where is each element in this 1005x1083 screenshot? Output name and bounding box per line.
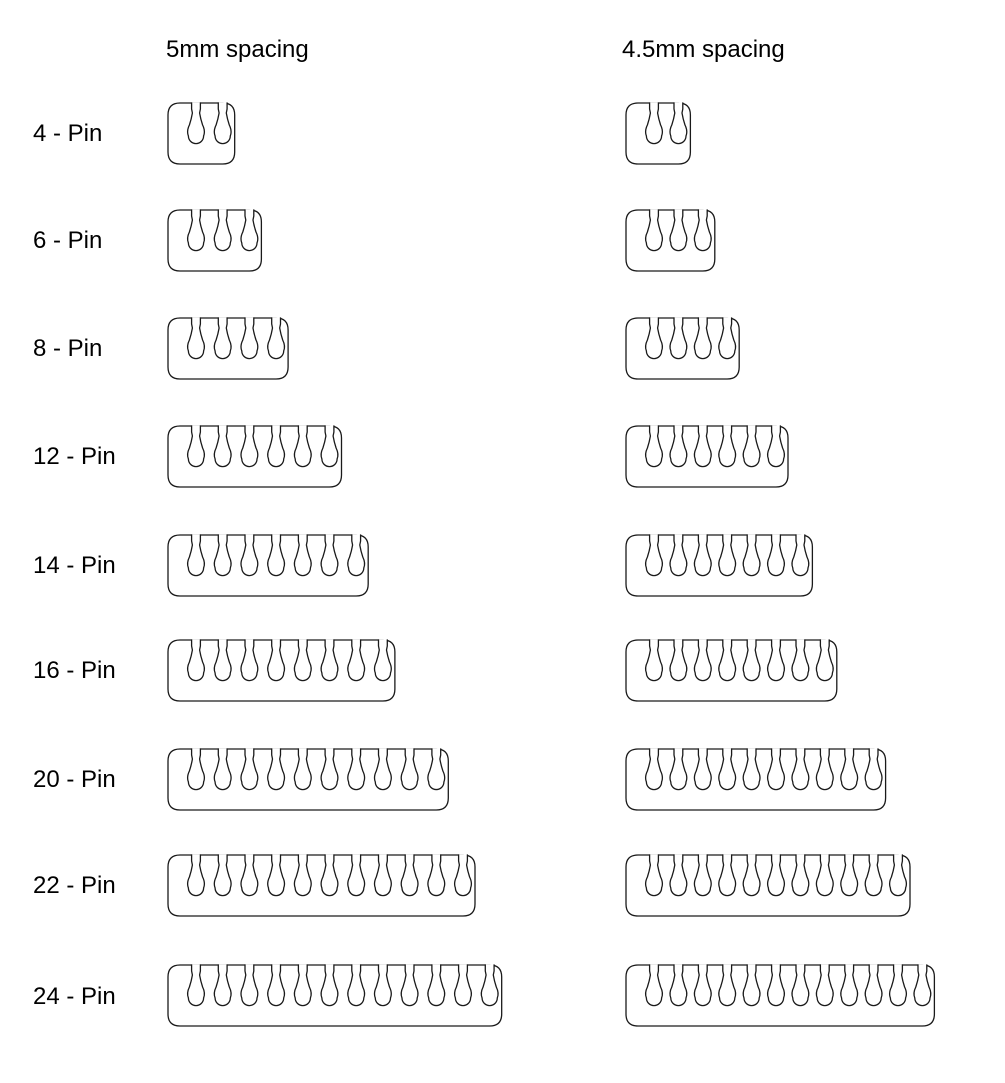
comb-8-pin-5mm [167, 317, 289, 380]
comb-4-pin-4-5mm [625, 102, 691, 165]
comb-24-pin-4-5mm [625, 964, 935, 1027]
comb-24-pin-5mm [167, 964, 503, 1027]
row-label-12-pin: 12 - Pin [33, 443, 116, 470]
comb-6-pin-4-5mm [625, 209, 716, 272]
comb-16-pin-4-5mm [625, 639, 838, 702]
column-header-4-5mm: 4.5mm spacing [622, 36, 785, 63]
column-header-5mm: 5mm spacing [166, 36, 309, 63]
comb-12-pin-4-5mm [625, 425, 789, 488]
comb-22-pin-5mm [167, 854, 476, 917]
comb-16-pin-5mm [167, 639, 396, 702]
row-label-8-pin: 8 - Pin [33, 335, 103, 362]
row-label-4-pin: 4 - Pin [33, 120, 103, 147]
row-label-24-pin: 24 - Pin [33, 983, 116, 1010]
row-label-16-pin: 16 - Pin [33, 657, 116, 684]
comb-4-pin-5mm [167, 102, 236, 165]
row-label-14-pin: 14 - Pin [33, 552, 116, 579]
comb-22-pin-4-5mm [625, 854, 911, 917]
comb-6-pin-5mm [167, 209, 262, 272]
comb-20-pin-5mm [167, 748, 449, 811]
comb-14-pin-5mm [167, 534, 369, 597]
row-label-20-pin: 20 - Pin [33, 766, 116, 793]
comb-8-pin-4-5mm [625, 317, 740, 380]
comb-14-pin-4-5mm [625, 534, 813, 597]
row-label-22-pin: 22 - Pin [33, 872, 116, 899]
row-label-6-pin: 6 - Pin [33, 227, 103, 254]
comb-12-pin-5mm [167, 425, 343, 488]
comb-20-pin-4-5mm [625, 748, 887, 811]
